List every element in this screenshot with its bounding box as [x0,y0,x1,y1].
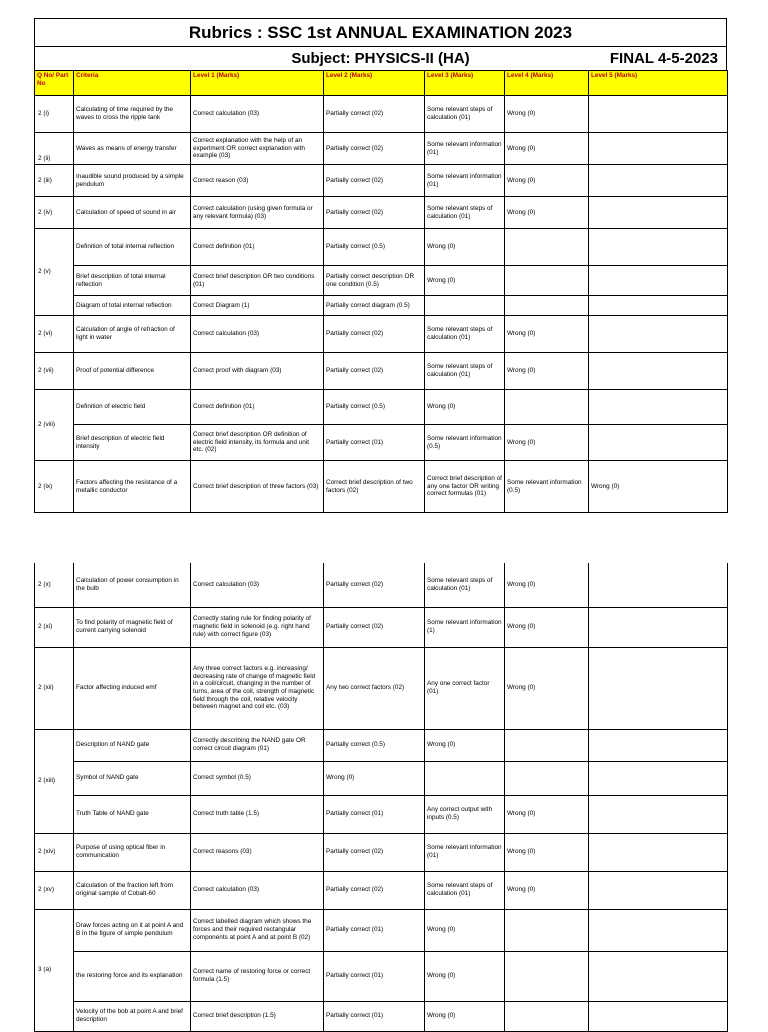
level4-cell: Wrong (0) [505,795,589,833]
table-row [35,761,728,795]
table-row [35,266,728,296]
table-row [35,425,728,461]
table-row [35,563,728,607]
level3-cell: Wrong (0) [425,390,505,425]
level3-cell: Some relevant information (01) [425,133,505,165]
table-header-row [35,71,728,96]
table-row [35,96,728,133]
level5-cell [589,266,728,296]
level4-cell [505,729,589,761]
qno-cell: 2 (xiii) [35,729,74,833]
level1-cell: Correct proof with diagram (03) [191,353,324,390]
qno-cell: 2 (xii) [35,647,74,729]
level2-cell: Partially correct (01) [324,909,425,951]
level1-cell: Correct calculation (03) [191,96,324,133]
level2-cell: Partially correct (02) [324,563,425,607]
qno-cell: 2 (xiv) [35,833,74,871]
level5-cell [589,425,728,461]
level5-cell [589,353,728,390]
level1-cell: Correct Diagram (1) [191,296,324,316]
level4-cell [505,1001,589,1031]
level4-cell: Some relevant information (0.5) [505,461,589,513]
table-row [35,909,728,951]
col-header-criteria: Criteria [74,71,191,96]
level5-cell [589,729,728,761]
level1-cell: Any three correct factors e.g. increasing/ decreasing rate of change of magnetic field in a coil/circuit, changing in the number of turns, area of the coil, strength of magnetic field through the coil, relative velocity between magnet and coil etc. (03) [191,647,324,729]
level4-cell: Wrong (0) [505,96,589,133]
level5-cell [589,390,728,425]
level1-cell: Correct definition (01) [191,390,324,425]
level1-cell: Correct brief description OR definition of electric field intensity, its formula and unit etc. (02) [191,425,324,461]
table-row [35,1001,728,1031]
level2-cell: Partially correct (02) [324,316,425,353]
document-title: Rubrics : SSC 1st ANNUAL EXAMINATION 2023 [35,19,726,47]
criteria-cell: Diagram of total internal reflection [74,296,191,316]
criteria-cell: Calculation of power consumption in the bulb [74,563,191,607]
level3-cell: Any correct output with inputs (0.5) [425,795,505,833]
qno-cell: 2 (i) [35,96,74,133]
level4-cell: Wrong (0) [505,165,589,197]
qno-cell: 2 (iii) [35,165,74,197]
qno-cell: 2 (ix) [35,461,74,513]
col-header-level2: Level 2 (Marks) [324,71,425,96]
final-date-label: FINAL 4-5-2023 [609,50,718,67]
level2-cell: Partially correct (02) [324,197,425,229]
table-row [35,461,728,513]
qno-cell: 2 (vi) [35,316,74,353]
level1-cell: Correct brief description of three factors (03) [191,461,324,513]
qno-cell: 2 (v) [35,229,74,316]
level5-cell [589,1001,728,1031]
level4-cell: Wrong (0) [505,425,589,461]
level1-cell: Correct labelled diagram which shows the forces and their required rectangular components at point A and at point B (02) [191,909,324,951]
level4-cell: Wrong (0) [505,833,589,871]
level3-cell: Wrong (0) [425,951,505,1001]
level4-cell: Wrong (0) [505,607,589,647]
level2-cell: Wrong (0) [324,761,425,795]
level3-cell: Some relevant information (1) [425,607,505,647]
level5-cell [589,647,728,729]
qno-cell: 2 (ii) [35,133,74,165]
level4-cell: Wrong (0) [505,133,589,165]
level5-cell [589,833,728,871]
level2-cell: Partially correct (02) [324,607,425,647]
level2-cell: Partially correct (0.5) [324,229,425,266]
col-header-level5: Level 5 (Marks) [589,71,728,96]
level4-cell: Wrong (0) [505,316,589,353]
level3-cell [425,761,505,795]
col-header-level3: Level 3 (Marks) [425,71,505,96]
criteria-cell: Proof of potential difference [74,353,191,390]
level3-cell: Some relevant steps of calculation (01) [425,96,505,133]
criteria-cell: Factor affecting induced emf [74,647,191,729]
col-header-level4: Level 4 (Marks) [505,71,589,96]
level5-cell: Wrong (0) [589,461,728,513]
level1-cell: Correct definition (01) [191,229,324,266]
table-row [35,729,728,761]
level4-cell [505,909,589,951]
table-row [35,607,728,647]
level1-cell: Correct reason (03) [191,165,324,197]
level3-cell: Some relevant information (01) [425,833,505,871]
level1-cell: Correct calculation (03) [191,316,324,353]
criteria-cell: Description of NAND gate [74,729,191,761]
level3-cell: Some relevant steps of calculation (01) [425,197,505,229]
table-row [35,229,728,266]
level3-cell [425,296,505,316]
level2-cell: Partially correct diagram (0.5) [324,296,425,316]
level2-cell: Partially correct (02) [324,833,425,871]
level4-cell: Wrong (0) [505,647,589,729]
criteria-cell: Truth Table of NAND gate [74,795,191,833]
criteria-cell: Calculation of the fraction left from original sample of Cobalt-60 [74,871,191,909]
level1-cell: Correct calculation (using given formula or any relevant formula) (03) [191,197,324,229]
rubric-table-2 [34,563,728,1032]
level5-cell [589,296,728,316]
level5-cell [589,795,728,833]
level5-cell [589,229,728,266]
level2-cell: Partially correct (02) [324,353,425,390]
level1-cell: Correctly describing the NAND gate OR correct circuit diagram (01) [191,729,324,761]
level1-cell: Correct truth table (1.5) [191,795,324,833]
table-row [35,390,728,425]
criteria-cell: the restoring force and its explanation [74,951,191,1001]
level4-cell [505,296,589,316]
level4-cell [505,951,589,1001]
level5-cell [589,951,728,1001]
level2-cell: Partially correct description OR one condition (0.5) [324,266,425,296]
table-row [35,197,728,229]
level3-cell: Wrong (0) [425,266,505,296]
subject-label: Subject: PHYSICS-II (HA) [291,50,470,67]
criteria-cell: Waves as means of energy transfer [74,133,191,165]
level5-cell [589,165,728,197]
level3-cell: Some relevant steps of calculation (01) [425,316,505,353]
criteria-cell: Definition of electric field [74,390,191,425]
table-row [35,316,728,353]
level5-cell [589,871,728,909]
qno-cell: 2 (iv) [35,197,74,229]
level2-cell: Correct brief description of two factors (02) [324,461,425,513]
level2-cell: Partially correct (0.5) [324,390,425,425]
table-row [35,296,728,316]
qno-cell: 3 (a) [35,909,74,1031]
criteria-cell: Velocity of the bob at point A and brief description [74,1001,191,1031]
level4-cell: Wrong (0) [505,197,589,229]
level3-cell: Any one correct factor (01) [425,647,505,729]
level2-cell: Partially correct (02) [324,96,425,133]
criteria-cell: Purpose of using optical fiber in communication [74,833,191,871]
level1-cell: Correct calculation (03) [191,871,324,909]
level5-cell [589,761,728,795]
level3-cell: Wrong (0) [425,229,505,266]
level5-cell [589,197,728,229]
criteria-cell: Factors affecting the resistance of a metallic conductor [74,461,191,513]
table-row [35,833,728,871]
criteria-cell: Definition of total internal reflection [74,229,191,266]
level5-cell [589,607,728,647]
table-row [35,871,728,909]
level1-cell: Correct explanation with the help of an experiment OR correct explanation with example (03) [191,133,324,165]
level2-cell: Any two correct factors (02) [324,647,425,729]
level2-cell: Partially correct (02) [324,133,425,165]
level3-cell: Some relevant steps of calculation (01) [425,563,505,607]
level5-cell [589,133,728,165]
level3-cell: Wrong (0) [425,1001,505,1031]
rubric-page-1 [34,18,727,513]
level5-cell [589,909,728,951]
level1-cell: Correct calculation (03) [191,563,324,607]
level3-cell: Some relevant steps of calculation (01) [425,871,505,909]
table-row [35,647,728,729]
level3-cell: Some relevant information (01) [425,165,505,197]
level1-cell: Correct brief description (1.5) [191,1001,324,1031]
level4-cell [505,761,589,795]
col-header-qno: Q No/ Part No [35,71,74,96]
criteria-cell: Brief description of total internal reflection [74,266,191,296]
level4-cell [505,229,589,266]
table-row [35,353,728,390]
level4-cell [505,266,589,296]
level5-cell [589,316,728,353]
table-row [35,133,728,165]
level2-cell: Partially correct (01) [324,425,425,461]
level1-cell: Correct symbol (0.5) [191,761,324,795]
criteria-cell: Calculation of speed of sound in air [74,197,191,229]
level2-cell: Partially correct (01) [324,795,425,833]
level1-cell: Correct reasons (03) [191,833,324,871]
qno-cell: 2 (x) [35,563,74,607]
table-row [35,795,728,833]
level2-cell: Partially correct (02) [324,165,425,197]
criteria-cell: Symbol of NAND gate [74,761,191,795]
level5-cell [589,563,728,607]
rubric-table-1 [34,70,728,513]
level3-cell: Wrong (0) [425,729,505,761]
level3-cell: Some relevant steps of calculation (01) [425,353,505,390]
col-header-level1: Level 1 (Marks) [191,71,324,96]
level2-cell: Partially correct (01) [324,1001,425,1031]
criteria-cell: Inaudible sound produced by a simple pendulum [74,165,191,197]
level3-cell: Some relevant information (0.5) [425,425,505,461]
level4-cell: Wrong (0) [505,563,589,607]
qno-cell: 2 (xv) [35,871,74,909]
level2-cell: Partially correct (02) [324,871,425,909]
criteria-cell: Calculating of time required by the waves to cross the ripple tank [74,96,191,133]
qno-cell: 2 (viii) [35,390,74,461]
level2-cell: Partially correct (01) [324,951,425,1001]
criteria-cell: Brief description of electric field intensity [74,425,191,461]
criteria-cell: To find polarity of magnetic field of current carrying solenoid [74,607,191,647]
rubric-page-2 [34,563,727,1032]
table-row [35,165,728,197]
level2-cell: Partially correct (0.5) [324,729,425,761]
level4-cell [505,390,589,425]
level5-cell [589,96,728,133]
sheet-header [34,18,727,70]
level1-cell: Correct name of restoring force or correct formula (1.5) [191,951,324,1001]
qno-cell: 2 (xi) [35,607,74,647]
level1-cell: Correctly stating rule for finding polarity of magnetic field in solenoid (e.g. right hand rule) with correct figure (03) [191,607,324,647]
level3-cell: Correct brief description of any one factor OR writing correct formulas (01) [425,461,505,513]
table-row [35,951,728,1001]
level1-cell: Correct brief description OR two conditions (01) [191,266,324,296]
qno-cell: 2 (vii) [35,353,74,390]
level4-cell: Wrong (0) [505,353,589,390]
level4-cell: Wrong (0) [505,871,589,909]
level3-cell: Wrong (0) [425,909,505,951]
criteria-cell: Draw forces acting on it at point A and B in the figure of simple pendulum [74,909,191,951]
subject-row [35,47,726,70]
criteria-cell: Calculation of angle of refraction of light in water [74,316,191,353]
